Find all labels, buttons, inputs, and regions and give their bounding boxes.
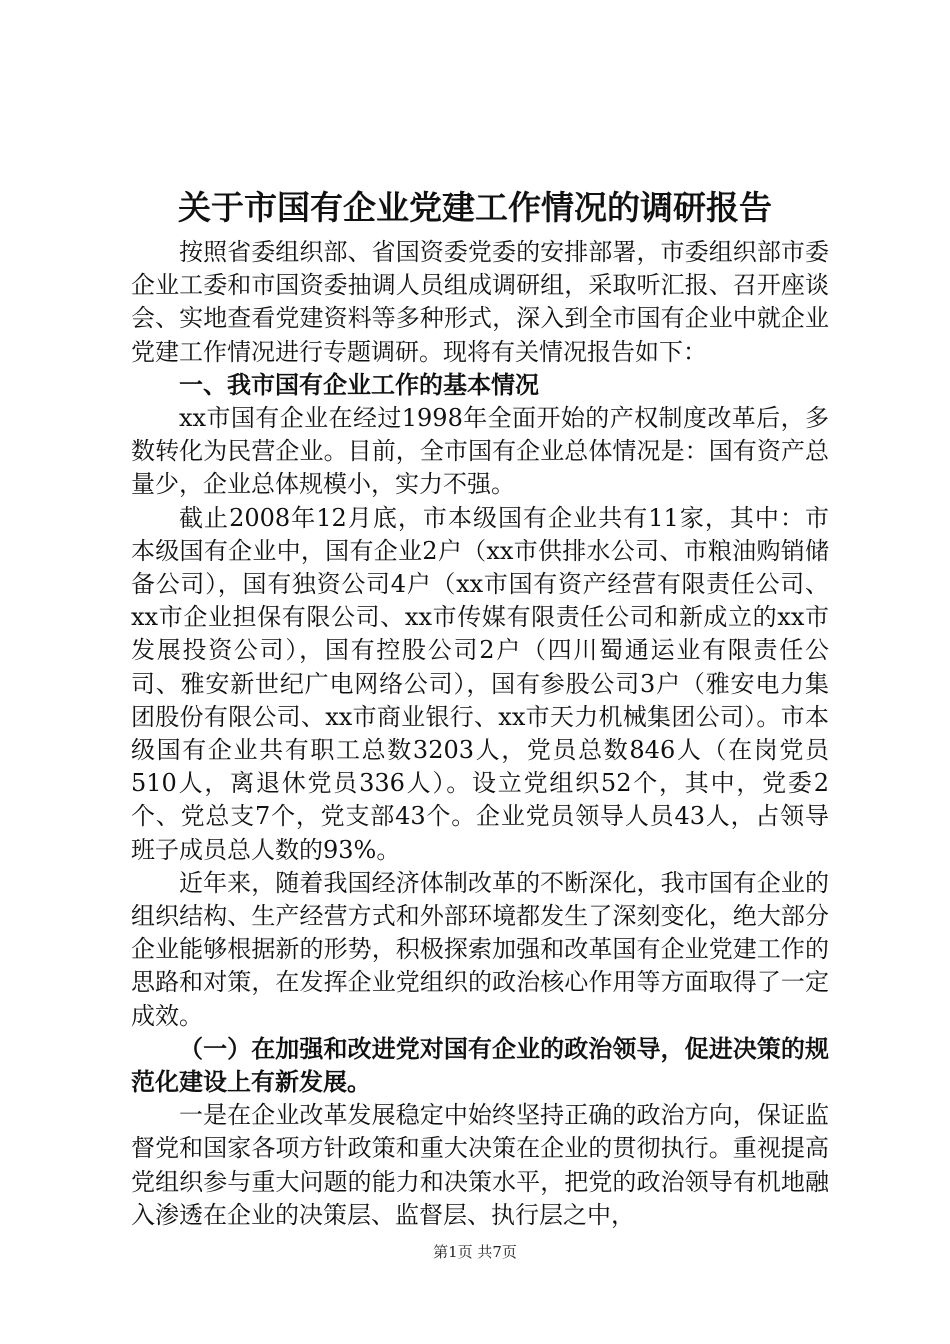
document-title: 关于市国有企业党建工作情况的调研报告	[178, 188, 772, 227]
section-heading-1: 一、我市国有企业工作的基本情况	[179, 370, 539, 399]
page-footer: 第1页 共7页	[433, 1243, 517, 1261]
body-paragraph: 一是在企业改革发展稳定中始终坚持正确的政治方向，保证监督党和国家各项方针政策和重大决策在企业的贯彻执行。重视提高党组织参与重大问题的能力和决策水平，把党的政治领导有机地融入渗透在企业的决策层、监督层、执行层之中，	[131, 1101, 829, 1229]
subsection-heading-1: （一）在加强和改进党对国有企业的政治领导，促进决策的规范化建设上有新发展。	[131, 1034, 829, 1097]
body-paragraph: 截止2008年12月底，市本级国有企业共有11家，其中：市本级国有企业中，国有企业2户（xx市供排水公司、市粮油购销储备公司），国有独资公司4户（xx市国有资产经营有限责任公司、xx市企业担保有限公司、xx市传媒有限责任公司和新成立的xx市发展投资公司），国有控股公司2户（四川蜀通运业有限责任公司、雅安新世纪广电网络公司），国有参股公司3户（雅安电力集团股份有限公司、xx市商业银行、xx市天力机械集团公司）。市本级国有企业共有职工总数3203人，党员总数846人（在岗党员510人，离退休党员336人）。设立党组织52个，其中，党委2个、党总支7个，党支部43个。企业党员领导人员43人，占领导班子成员总人数的93%。	[131, 503, 829, 864]
body-paragraph: 近年来，随着我国经济体制改革的不断深化，我市国有企业的组织结构、生产经营方式和外部环境都发生了深刻变化，绝大部分企业能够根据新的形势，积极探索加强和改革国有企业党建工作的思路和对策，在发挥企业党组织的政治核心作用等方面取得了一定成效。	[131, 868, 829, 1030]
document-body	[131, 236, 829, 1232]
intro-paragraph: 按照省委组织部、省国资委党委的安排部署，市委组织部市委企业工委和市国资委抽调人员组成调研组，采取听汇报、召开座谈会、实地查看党建资料等多种形式，深入到全市国有企业中就企业党建工作情况进行专题调研。现将有关情况报告如下：	[131, 238, 829, 366]
body-paragraph: xx市国有企业在经过1998年全面开始的产权制度改革后，多数转化为民营企业。目前，全市国有企业总体情况是：国有资产总量少，企业总体规模小，实力不强。	[131, 404, 829, 499]
